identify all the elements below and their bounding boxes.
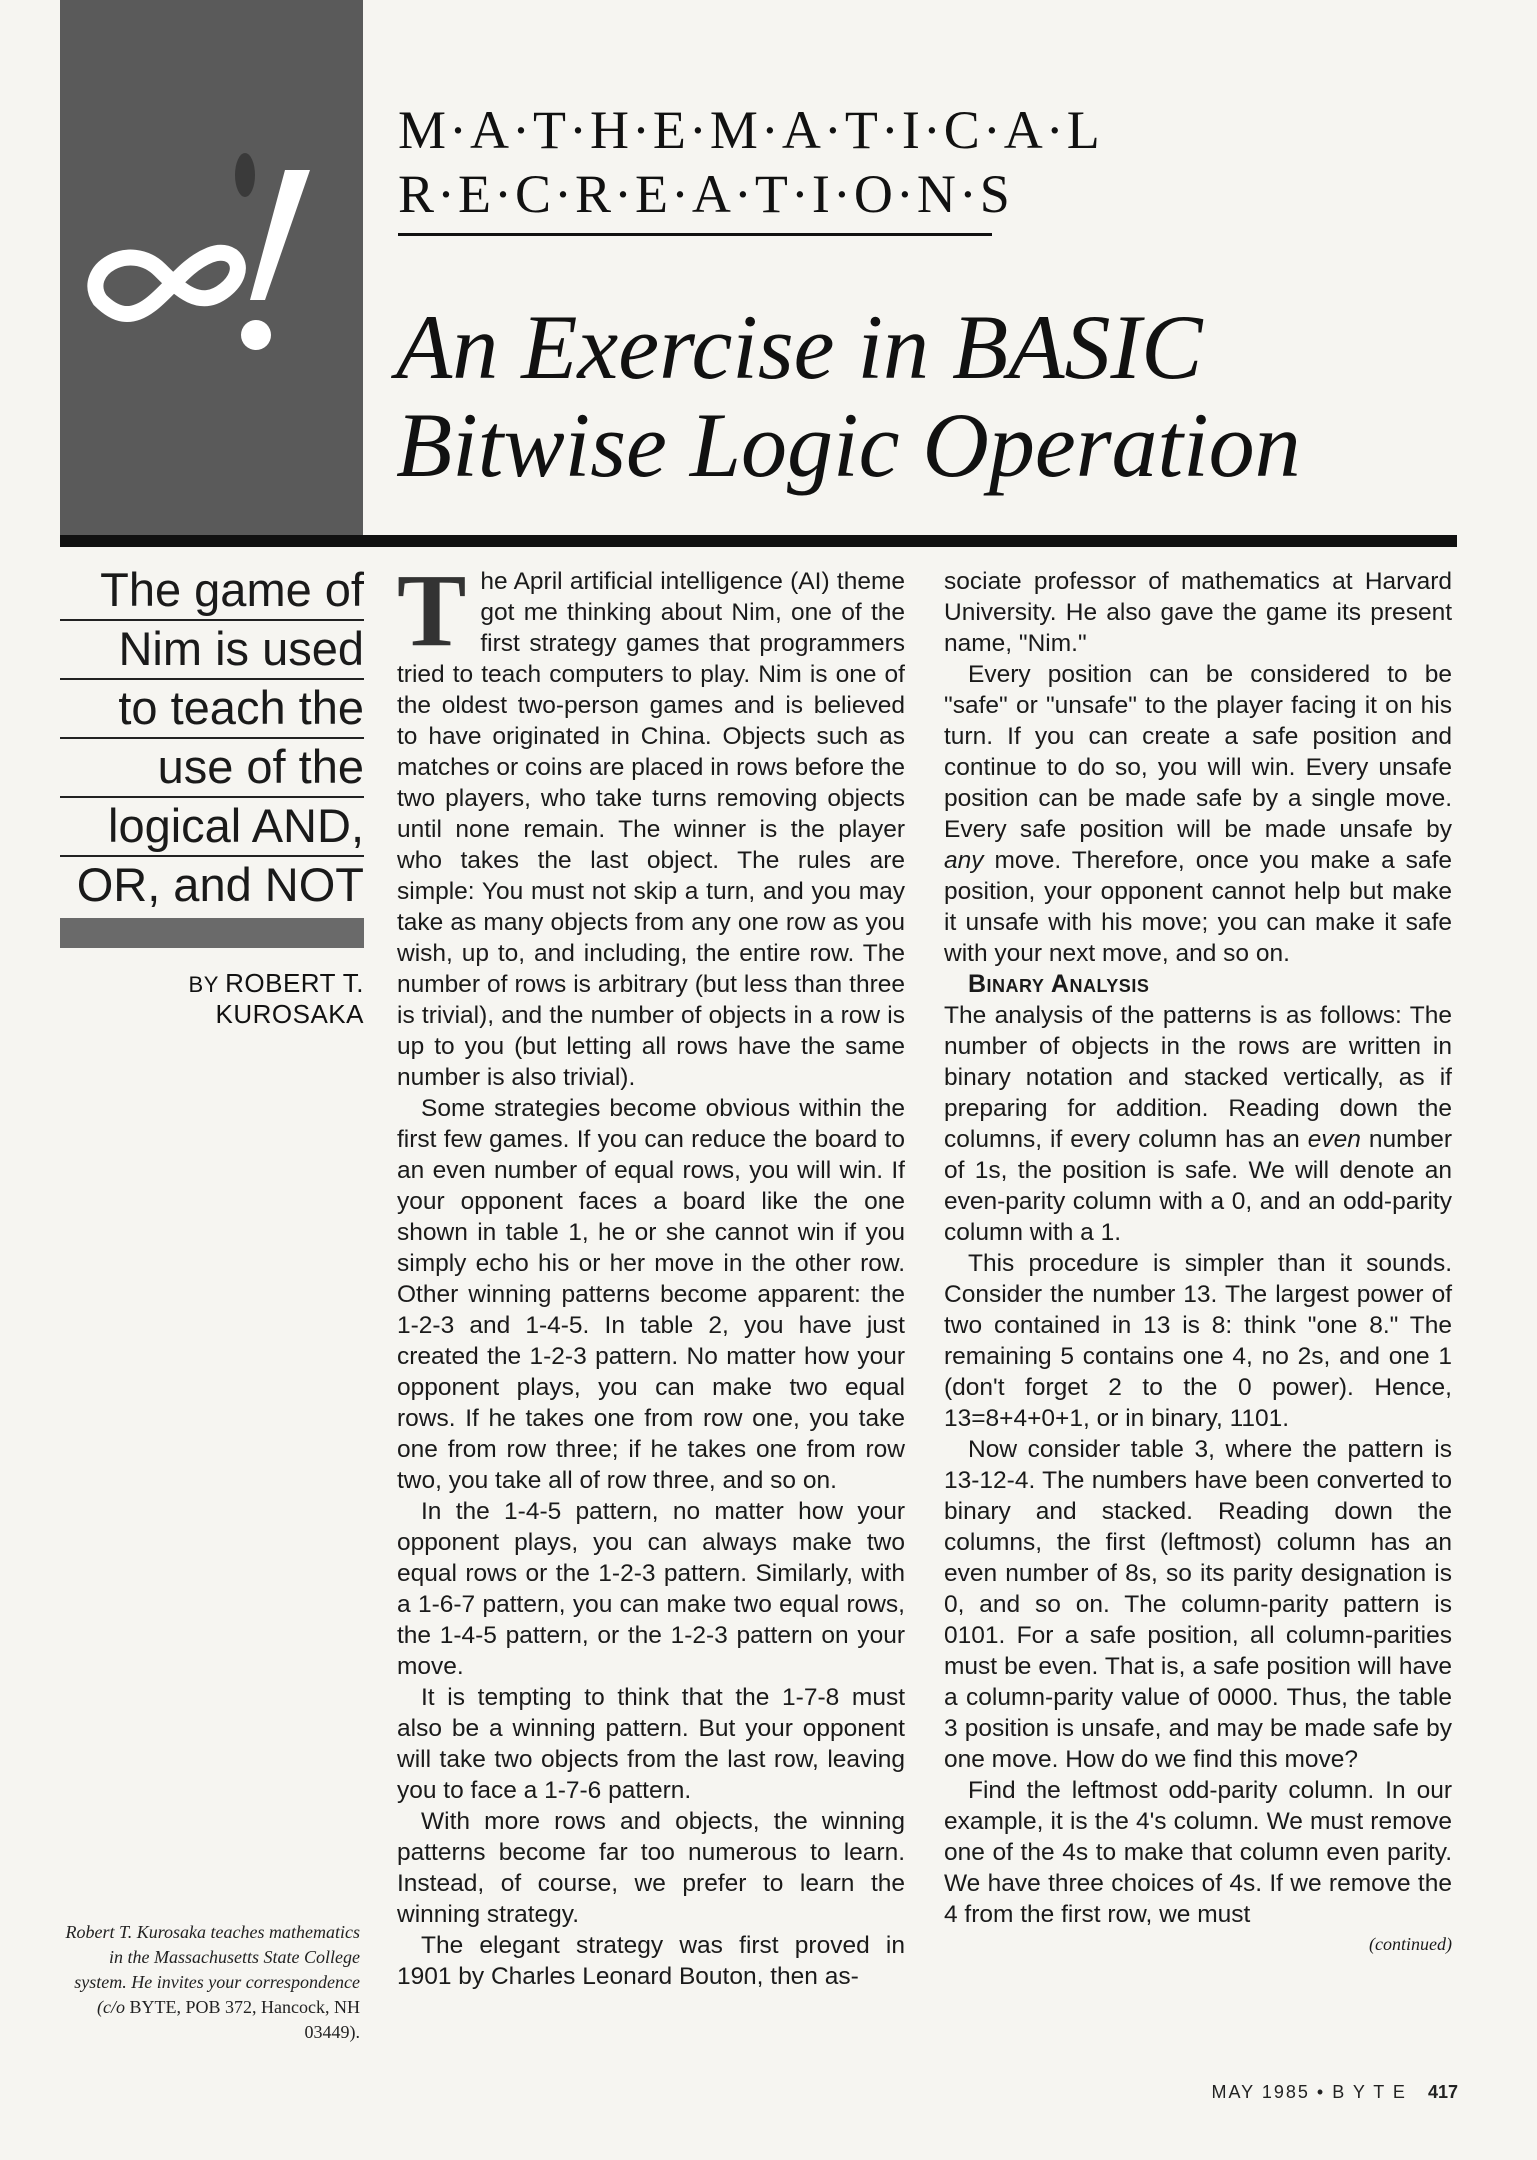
header-rule (60, 535, 1457, 547)
author-bio-text: Robert T. Kurosaka teaches mathematics in the Massachusetts State College system. He invites your correspondence (c/o (65, 1922, 360, 2017)
page-number: 417 (1427, 2082, 1458, 2102)
pull-quote-bar (60, 918, 364, 948)
author-name: ROBERT T. KUROSAKA (215, 968, 364, 1029)
issue-label: MAY 1985 • B Y T E (1211, 2082, 1407, 2102)
drop-cap: T (397, 553, 467, 668)
continued-note: (continued) (1369, 1934, 1452, 1954)
pull-quote-line: OR, and NOT (76, 858, 364, 911)
article-column-1 (397, 553, 905, 1992)
infinity-exclamation-icon (60, 0, 363, 535)
pull-quote-line: Nim is used (60, 621, 364, 680)
paragraph: It is tempting to think that the 1-7-8 must also be a winning pattern. But your opponent will take two objects from the last row, leaving you to face a 1-7-6 pattern. (397, 1684, 905, 1804)
logo-box (60, 0, 363, 535)
paragraph: This procedure is simpler than it sounds. Consider the number 13. The largest power of two contained in 13 is 8: think "one 8." The remaining 5 contains one 4, no 2s, and one 1 (don't forget 2 to the 0 power). Hence, 13=8+4+0+1, or in binary, 1101. (944, 1250, 1452, 1432)
section-title (398, 98, 1103, 226)
section-title-line1: M·A·T·H·E·M·A·T·I·C·A·L (398, 100, 1103, 160)
paragraph: The April artificial intelligence (AI) theme got me thinking about Nim, one of the first strategy games that programmers tried to teach computers to play. Nim is one of the oldest two-person games and is believed to have originated in China. Objects such as matches or coins are placed in rows before the two players, who take turns removing objects until none remain. The winner is the player who takes the last object. The rules are simple: You must not skip a turn, and you may take as many objects from any one row as you wish, up to, and including, the entire row. The number of rows is arbitrary (but less than three is trivial), and the number of objects in a row is up to you (but letting all rows have the same number is also trivial). (397, 553, 905, 1091)
pull-quote-line: to teach the (60, 680, 364, 739)
paragraph: Every position can be considered to be "safe" or "unsafe" to the player facing it on his turn. If you can create a safe position and continue to do so, you will win. Every unsafe position can be made safe by a single move. Every safe position will be made unsafe by any move. Therefore, once you make a safe position, your opponent cannot help but make it unsafe with his move; you can make it safe with your next move, and so on. (944, 661, 1452, 967)
pull-quote-line: use of the (60, 739, 364, 798)
article-column-2 (944, 566, 1452, 1956)
paragraph: The analysis of the patterns is as follows: The number of objects in the rows are written in binary notation and stacked vertically, as if preparing for addition. Reading down the columns, if every column has an even number of 1s, the position is safe. We will denote an even-parity column with a 0, and an odd-parity column with a 1. (944, 1002, 1452, 1246)
byline-prefix: BY (188, 972, 219, 997)
author-bio (60, 1920, 360, 2045)
pull-quote (60, 562, 364, 914)
section-title-rule (398, 233, 992, 236)
pull-quote-line: The game of (60, 562, 364, 621)
byline (60, 968, 364, 1030)
paragraph: With more rows and objects, the winning patterns become far too numerous to learn. Instead, of course, we prefer to learn the winning strategy. (397, 1808, 905, 1928)
page-footer (1000, 2082, 1458, 2103)
pull-quote-line: logical AND, (60, 798, 364, 857)
paragraph: Now consider table 3, where the pattern is 13-12-4. The numbers have been converted to binary and stacked. Reading down the columns, the first (leftmost) column has an even number of 8s, so its parity designation is 0, and so on. The column-parity pattern is 0101. For a safe position, all column-parities must be even. That is, a safe position will have a column-parity value of 0000. Thus, the table 3 position is unsafe, and may be made safe by one move. How do we find this move? (944, 1436, 1452, 1773)
paragraph: Find the leftmost odd-parity column. In our example, it is the 4's column. We must remove one of the 4s to make that column even parity. We have three choices of 4s. If we remove the 4 from the first row, we must (944, 1777, 1452, 1928)
paragraph: sociate professor of mathematics at Harvard University. He also gave the game its present name, "Nim." (944, 568, 1452, 657)
paragraph: Some strategies become obvious within the first few games. If you can reduce the board to an even number of equal rows, you will win. If your opponent faces a board like the one shown in table 1, he or she cannot win if you simply echo his or her move in the other row. Other winning patterns become apparent: the 1-2-3 and 1-4-5. In table 2, you have just created the 1-2-3 pattern. No matter how your opponent plays, you can make two equal rows. If he takes one from row one, you take one from row three; if he takes one from row two, you take all of row three, and so on. (397, 1095, 905, 1494)
paragraph: In the 1-4-5 pattern, no matter how your opponent plays, you can always make two equal rows or the 1-2-3 pattern. Similarly, with a 1-6-7 pattern, you can make two equal rows, the 1-4-5 pattern, or the 1-2-3 pattern on your move. (397, 1498, 905, 1680)
article-title-line1: An Exercise in BASIC (396, 296, 1203, 398)
subhead: Binary Analysis (968, 970, 1150, 998)
article-title (396, 298, 1396, 494)
section-title-line2: R·E·C·R·E·A·T·I·O·N·S (398, 164, 1013, 224)
paragraph: The elegant strategy was first proved in 1901 by Charles Leonard Bouton, then as- (397, 1932, 905, 1990)
author-bio-address: BYTE, POB 372, Hancock, NH 03449). (129, 1997, 360, 2042)
article-title-line2: Bitwise Logic Operation (396, 394, 1301, 496)
